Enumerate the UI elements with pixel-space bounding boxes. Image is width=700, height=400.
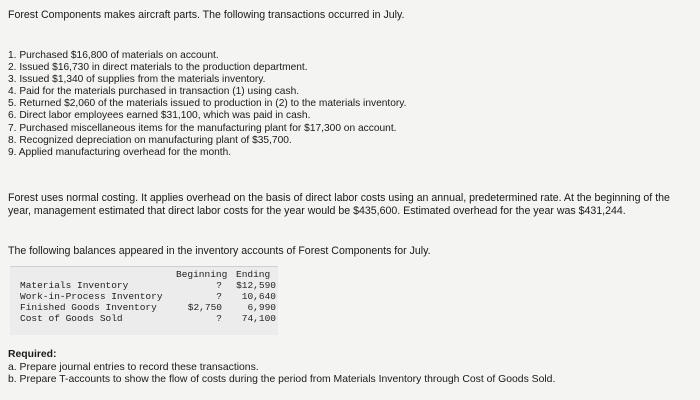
account-name: Materials Inventory <box>20 280 129 291</box>
required-section <box>8 349 555 387</box>
transaction-item: 9. Applied manufacturing overhead for the month. <box>8 146 232 158</box>
ending-value: $12,590 <box>236 280 276 291</box>
transaction-item: 3. Issued $1,340 of supplies from the materials inventory. <box>8 74 266 86</box>
beginning-value: $2,750 <box>187 302 222 313</box>
transaction-item: 6. Direct labor employees earned $31,100, which was paid in cash. <box>8 110 311 122</box>
ending-value: 6,990 <box>247 302 276 313</box>
inventory-balances-table <box>10 266 278 335</box>
transaction-list <box>8 50 406 159</box>
beginning-value: ? <box>216 291 222 302</box>
transaction-item: 8. Recognized depreciation on manufacturing plant of $35,700. <box>8 134 292 146</box>
transaction-item: 7. Purchased miscellaneous items for the manufacturing plant for $17,300 on account. <box>8 122 397 134</box>
ending-value: 10,640 <box>241 291 276 302</box>
ending-value: 74,100 <box>241 313 276 324</box>
intro-text: Forest Components makes aircraft parts. The following transactions occurred in July. <box>8 9 405 21</box>
transaction-item: 5. Returned $2,060 of the materials issued to production in (2) to the materials inventory. <box>8 98 407 110</box>
header-beginning: Beginning <box>176 269 228 280</box>
beginning-value: ? <box>216 280 222 291</box>
table-row <box>20 280 276 291</box>
table-row <box>20 313 276 324</box>
required-item-b: b. Prepare T-accounts to show the flow of costs during the period from Materials Inventory through Cost of Goods Sold. <box>8 374 556 385</box>
account-name: Cost of Goods Sold <box>20 313 123 324</box>
transaction-item: 1. Purchased $16,800 of materials on account. <box>8 50 219 61</box>
table-row <box>20 291 276 302</box>
beginning-value: ? <box>216 313 222 324</box>
balances-intro-text: The following balances appeared in the inventory accounts of Forest Components for July. <box>8 245 431 257</box>
required-item-a: a. Prepare journal entries to record these transactions. <box>8 361 259 373</box>
account-name: Work-in-Process Inventory <box>20 291 163 302</box>
transaction-item: 4. Paid for the materials purchased in transaction (1) using cash. <box>8 86 300 98</box>
required-title: Required: <box>8 349 57 360</box>
account-name: Finished Goods Inventory <box>20 302 157 313</box>
transaction-item: 2. Issued $16,730 in direct materials to the production department. <box>8 62 308 74</box>
costing-paragraph: Forest uses normal costing. It applies overhead on the basis of direct labor costs using an annual, predetermined rate. At the beginning of the year, management estimated that direct labor costs for the year would be $435,600. Estimated overhead for the year was $431,244. <box>8 192 670 217</box>
table-row <box>20 302 276 313</box>
header-ending: Ending <box>236 269 271 280</box>
